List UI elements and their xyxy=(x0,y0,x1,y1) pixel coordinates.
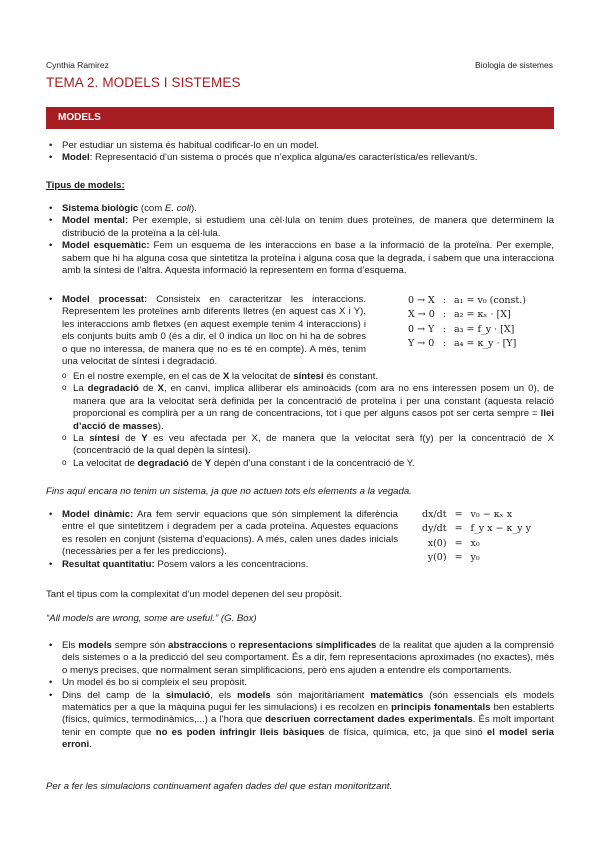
list-item: o La degradació de X, en canvi, implica alliberar els aminoàcids (com ara no ens interessen posem un 0), de manera que ara la velocitat serà definida per la concentració de proteïna i per una constant (aquesta relació proporcional es complirà per a un rang de concentracions, tot i que per alguns casos pot ser certa sempre = llei d’acció de masses). xyxy=(62,383,554,433)
reaction-equations xyxy=(404,294,530,352)
models-list xyxy=(46,640,554,752)
note-system: Fins aquí encara no tenim un sistema, ja que no actuen tots els elements a la vegada. xyxy=(46,486,412,497)
intro-list xyxy=(46,140,554,165)
author-name: Cynthia Ramirez xyxy=(46,60,109,70)
note-simulations: Per a fer les simulacions continuament agafen dades del que estan monitoritzant. xyxy=(46,781,393,792)
dynamic-model xyxy=(46,509,398,571)
page-title: TEMA 2. MODELS I SISTEMES xyxy=(46,75,241,90)
equation-row: dy/dt = f_y x − κ_y y xyxy=(422,523,531,535)
course-name: Biologia de sistemes xyxy=(475,60,553,70)
list-item: • Model: Representació d’un sistema o procés que n’explica alguna/es característica/es rellevant/s. xyxy=(46,152,554,164)
equation-row: 0 → X : a₁ = v₀ (const.) xyxy=(408,295,526,306)
processed-model xyxy=(46,294,366,368)
differential-equations xyxy=(418,508,535,566)
types-heading: Tipus de models: xyxy=(46,180,125,191)
equation-row: Y → 0 : a₄ = κ_y · [Y] xyxy=(408,338,517,350)
box-quote: “All models are wrong, some are useful.” (G. Box) xyxy=(46,613,257,624)
list-item: • Model dinàmic: Ara fem servir equacions que són simplement la diferència entre el que sintetitzem i degradem per a cada proteïna. Aquestes equacions es resolen en conjunt (sistema d’equacions). A més, calen unes dades inicials (necessàries per a fer les prediccions). xyxy=(46,509,398,559)
list-item: o La síntesi de Y es veu afectada per X, de manera que la velocitat serà f(y) per la concentració de X (concentració de la qual depèn la síntesi). xyxy=(62,433,554,458)
list-item: • Dins del camp de la simulació, els models són majoritàriament matemàtics (són essencials els models matemàtics per a que la màquina pugui fer les simulacions) i es recolzen en principis fonamentals ben establerts (físics, químics, termodinàmics,...) a l’hora que descriuen correctament dades experimentals. És molt important tenir en compte que no es poden infringir lleis bàsiques de física, química, etc, ja que sinó el model seria erroni. xyxy=(46,690,554,752)
equation-row: x(0) = x₀ xyxy=(427,537,480,549)
list-item: o En el nostre exemple, en el cas de X la velocitat de síntesi és constant. xyxy=(62,371,554,383)
note-purpose: Tant el tipus com la complexitat d’un model depenen del seu propòsit. xyxy=(46,589,342,600)
list-item: • Resultat quantitatiu: Posem valors a les concentracions. xyxy=(46,559,398,571)
equation-row: 0 → Y : a₃ = f_y · [X] xyxy=(408,323,515,335)
list-item: • Un model és bo si compleix el seu propòsit. xyxy=(46,677,554,689)
section-banner: MODELS xyxy=(46,107,554,129)
equation-row: X → 0 : a₂ = κₓ · [X] xyxy=(408,309,511,321)
types-list xyxy=(46,203,554,277)
processed-sublist xyxy=(62,371,554,470)
list-item: • Per estudiar un sistema és habitual codificar-lo en un model. xyxy=(46,140,554,152)
list-item: • Els models sempre són abstraccions o representacions simplificades de la realitat que ajuden a la comprensió dels sistemes o a la predicció del seu comportament. És a dir, fem representacions aproximades (no exactes), més o menys precises, que normalment seran simplificacions, però ens ajuden a entendre els comportaments. xyxy=(46,640,554,677)
list-item: • Sistema biològic (com E. coli). xyxy=(46,203,554,215)
list-item: • Model esquemàtic: Fem un esquema de les interaccions en base a la informació de la proteïna. Per exemple, sabem que hi ha alguna cosa que sintetitza la proteïna i alguna cosa que la degrada, i sabem que una interacciona amb la síntesi de l’altra. Aquesta informació la representem en forma d’esquema. xyxy=(46,240,554,277)
list-item: o La velocitat de degradació de Y depèn d’una constant i de la concentració de Y. xyxy=(62,458,554,470)
list-item: • Model processat: Consisteix en caracteritzar les interaccions. Representem les proteïnes amb diferents lletres (en aquest cas X i Y), les interaccions amb fletxes (en aquest exemple tenim 4 interaccions) i els conjunts buits amb 0 (és a dir, el 0 indica un lloc on hi ha de sobres o que no interessa, de manera que no es té en compte). A més, tenim una velocitat de síntesi i degradació. xyxy=(46,294,366,368)
list-item: • Model mental: Per exemple, si estudiem una cèl·lula on tenim dues proteïnes, de manera que determinem la distribució de la proteïna a la cèl·lula. xyxy=(46,215,554,240)
equation-row: y(0) = y₀ xyxy=(427,552,480,564)
equation-row: dx/dt = v₀ − κₓ x xyxy=(422,509,513,520)
